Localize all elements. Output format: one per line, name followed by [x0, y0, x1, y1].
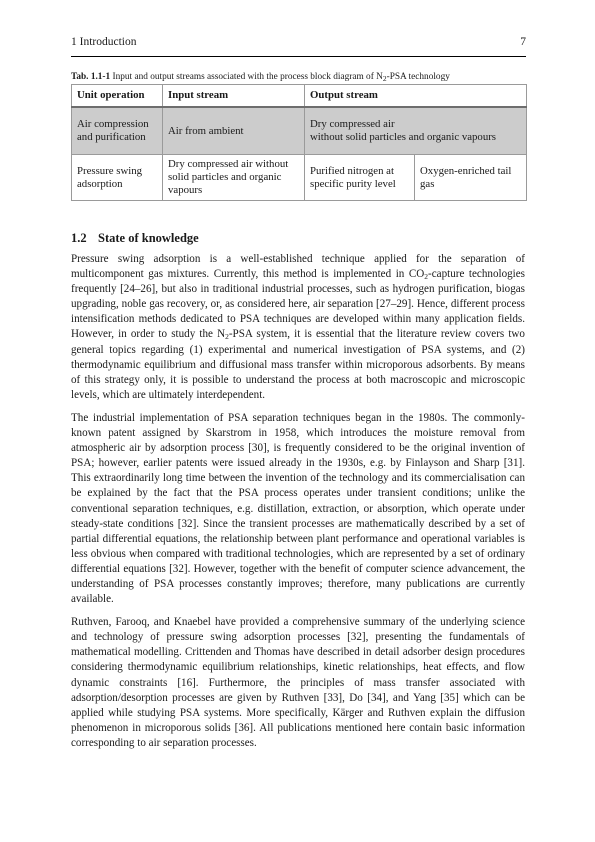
cell-output: Dry compressed air without solid particles and organic vapours [305, 107, 527, 155]
section-title-text: State of knowledge [98, 231, 199, 245]
paragraph: The industrial implementation of PSA separation techniques began in the 1980s. The commonly-known patent assigned by Skarstrom in 1958, which introduces the moisture removal from atmospheric air by adsorption process [30], is frequently considered to be the original invention of PSA; however, earlier patents were issued already in the 1930s, e.g. by Finlayson and Sharp [31]. This extraordinarily long time between the invention of the technology and its commercialisation can be explained by the fact that the PSA process operates under transient conditions; unlike the conventional separation techniques, e.g. distillation, extraction, or absorption, which operate under steady-state conditions [32]. Since the transient processes are mathematically described by a set of partial differential equations, the relationship between plant performance and operational variables is less obvious when compared with traditional technologies, which are represented by a set of ordinary differential equations [32]. However, together with the benefit of computer science advancement, the understanding of PSA processes constantly improves; therefore, many publications are currently available. [71, 411, 525, 606]
header-rule [71, 56, 526, 57]
running-header [71, 36, 526, 54]
body-text [71, 252, 525, 759]
table-caption: Tab. 1.1-1 Input and output streams associated with the process block diagram of $N_2$-PSA technology [71, 72, 450, 83]
table-label: Tab. 1.1-1 [71, 72, 111, 82]
paragraph: Ruthven, Farooq, and Knaebel have provided a comprehensive summary of the underlying science and technology of pressure swing adsorption processes [32], presenting the fundamentals of mathematical modelling. Crittenden and Thomas have described in detail adsorber design procedures considering thermodynamic equilibrium relationships, kinetic relationships, heat effects, and flow dynamic constraints [16]. Furthermore, the principles of mass transfer associated with adsorption/desorption processes are given by Ruthven [33], Do [34], and Yang [35] which can be applied while studying PSA systems. More specifically, Kärger and Ruthven explain the diffusion phenomenon in microporous solids [36]. All publications mentioned here contain basic information corresponding to air separation processes. [71, 616, 525, 749]
header-output-stream: Output stream [305, 85, 527, 108]
cell-unit: Air compression and purification [72, 107, 163, 155]
cell-input: Air from ambient [163, 107, 305, 155]
header-unit-operation: Unit operation [72, 85, 163, 108]
table-header-row [72, 85, 527, 108]
paragraph: Pressure swing adsorption is a well-established technique applied for the separation of multicomponent gas mixtures. Currently, this method is implemented in $CO_2$-capture technologies frequently [24–26], but also in traditional industrial processes, such as hydrogen purification, biogas upgrading, noble gas recovery, or, as considered here, air separation [27–29]. Hence, different process intensification methods dedicated to PSA techniques are developed within many application fields. However, in order to study the $N_2$-PSA system, it is essential that the literature review covers two general topics regarding (1) experimental and numerical investigation of PSA systems, and (2) thermodynamic equilibrium and diffusional mass transfer within microporous adsorbents. By means of this strategy only, it is possible to understand the process at both macroscopic and microscopic levels, which are ultimately interdependent. [71, 253, 525, 401]
table-row [72, 155, 527, 201]
cell-output-nitrogen: Purified nitrogen at specific purity level [305, 155, 415, 201]
chapter-title: 1 Introduction [71, 36, 137, 48]
cell-output-oxygen: Oxygen-enriched tail gas [415, 155, 527, 201]
cell-input: Dry compressed air without solid particles and organic vapours [163, 155, 305, 201]
table-row [72, 107, 527, 155]
page-number: 7 [520, 36, 526, 48]
cell-unit: Pressure swing adsorption [72, 155, 163, 201]
header-input-stream: Input stream [163, 85, 305, 108]
streams-table [71, 84, 527, 201]
section-number: 1.2 [71, 231, 87, 245]
section-heading [71, 231, 199, 246]
